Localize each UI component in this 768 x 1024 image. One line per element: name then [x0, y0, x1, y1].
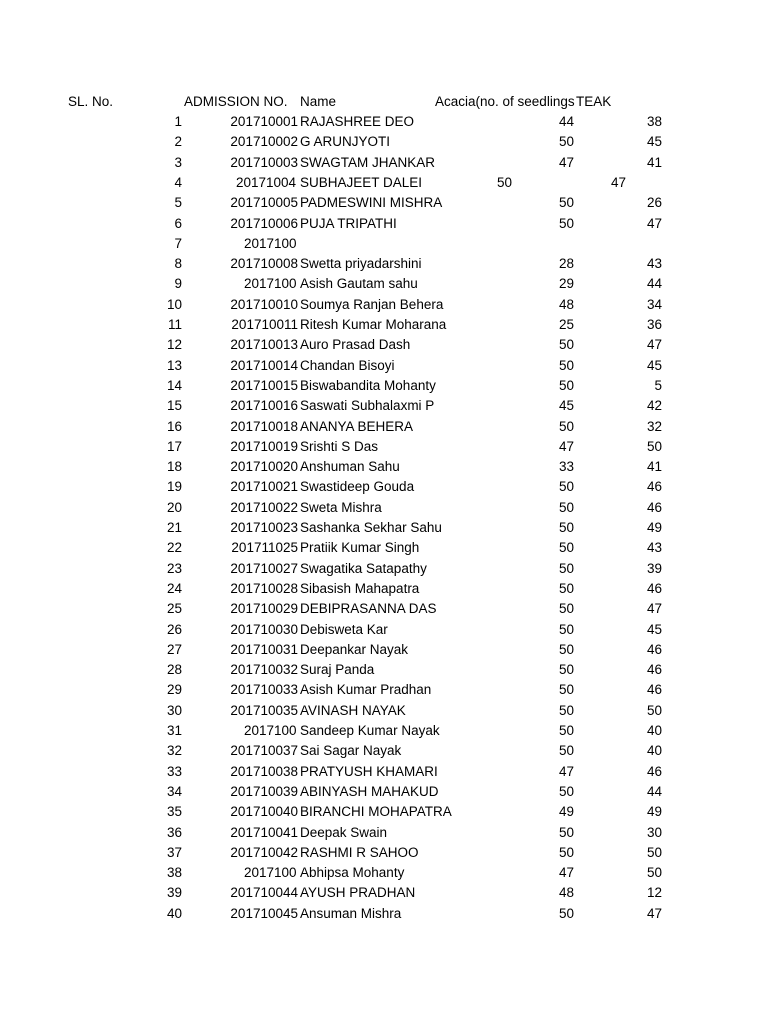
- cell-admission-no: 2017100: [244, 235, 297, 251]
- cell-teak: [608, 234, 662, 254]
- cell-admission-no: 201710032: [230, 662, 298, 678]
- cell-teak: 46: [646, 662, 662, 678]
- cell-name: Swagatika Satapathy: [300, 560, 427, 576]
- cell-admission-no: 201710021: [230, 479, 298, 495]
- cell-name: Deepak Swain: [300, 824, 388, 840]
- cell-name: Sai Sagar Nayak: [300, 743, 402, 759]
- cell-name: Asish Kumar Pradhan: [300, 682, 432, 698]
- cell-sl-no: 5: [174, 195, 182, 211]
- cell-acacia: 50: [558, 662, 574, 678]
- cell-name: Suraj Panda: [300, 662, 375, 678]
- cell-name: BIRANCHI MOHAPATRA: [300, 804, 452, 820]
- cell-acacia: 47: [558, 763, 574, 779]
- cell-acacia: 50: [558, 357, 574, 373]
- cell-acacia: 50: [558, 499, 574, 515]
- table-row: [0, 356, 768, 376]
- cell-acacia: 50: [558, 520, 574, 535]
- cell-acacia: 48: [558, 885, 574, 901]
- cell-sl-no: 30: [166, 702, 182, 718]
- cell-acacia: 47: [558, 438, 574, 454]
- cell-name: AYUSH PRADHAN: [300, 885, 416, 901]
- cell-name: SWAGTAM JHANKAR: [300, 154, 436, 170]
- cell-teak: 41: [646, 459, 662, 475]
- cell-acacia: 49: [558, 804, 574, 820]
- table-row: [0, 883, 768, 903]
- cell-acacia: 50: [558, 905, 574, 921]
- cell-admission-no: 201710006: [230, 215, 298, 231]
- cell-teak: 46: [646, 641, 662, 657]
- table-row: [0, 214, 768, 234]
- table-row: [0, 579, 768, 599]
- cell-teak: 47: [646, 215, 662, 231]
- table-row: [0, 782, 768, 802]
- table-row: [0, 315, 768, 335]
- cell-teak: 45: [646, 357, 662, 373]
- cell-teak: 50: [646, 844, 662, 860]
- cell-teak: 43: [646, 540, 662, 556]
- table-row: [0, 153, 768, 173]
- table-row: [0, 335, 768, 355]
- cell-name: Soumya Ranjan Behera: [300, 296, 444, 312]
- cell-sl-no: 31: [166, 723, 182, 738]
- cell-name: G ARUNJYOTI: [300, 134, 391, 150]
- cell-name: Swastideep Gouda: [300, 479, 415, 495]
- table-row: [0, 112, 768, 132]
- cell-acacia: 50: [558, 134, 574, 150]
- cell-admission-no: 201710040: [230, 804, 298, 820]
- cell-teak: 41: [646, 154, 662, 170]
- cell-admission-no: 201710023: [230, 520, 298, 535]
- cell-admission-no: 201710003: [230, 154, 298, 170]
- cell-name: Chandan Bisoyi: [300, 357, 395, 373]
- cell-sl-no: 10: [166, 296, 182, 312]
- cell-teak: 43: [646, 256, 662, 272]
- cell-sl-no: 20: [166, 499, 182, 515]
- cell-admission-no: 201710045: [230, 905, 298, 921]
- cell-acacia: 50: [558, 580, 574, 596]
- cell-sl-no: 17: [166, 438, 182, 454]
- cell-teak: 34: [646, 296, 662, 312]
- cell-name: ABINYASH MAHAKUD: [300, 783, 439, 799]
- table-row: [0, 680, 768, 700]
- cell-name: SUBHAJEET DALEI: [300, 174, 423, 190]
- cell-admission-no: 201710033: [230, 682, 298, 698]
- cell-acacia: 50: [558, 682, 574, 698]
- cell-acacia: 50: [558, 783, 574, 799]
- cell-sl-no: 28: [166, 662, 182, 678]
- table-row: [0, 660, 768, 680]
- cell-admission-no: 201710037: [230, 743, 298, 759]
- table-row: [0, 457, 768, 477]
- header-name: Name: [300, 94, 337, 109]
- table-row: [0, 193, 768, 213]
- cell-teak: 38: [646, 114, 662, 129]
- cell-acacia: 50: [558, 479, 574, 495]
- cell-admission-no: 201710044: [230, 885, 298, 901]
- cell-teak: 45: [646, 134, 662, 150]
- cell-teak: 30: [646, 824, 662, 840]
- cell-sl-no: 22: [166, 540, 182, 556]
- table-row: [0, 173, 768, 193]
- cell-name: DEBIPRASANNA DAS: [300, 601, 437, 617]
- table-row: [0, 274, 768, 294]
- cell-name: Sweta Mishra: [300, 499, 382, 515]
- table-row: [0, 762, 768, 782]
- cell-admission-no: 201710038: [230, 763, 298, 779]
- cell-acacia: 47: [558, 865, 574, 881]
- cell-admission-no: 201710002: [230, 134, 298, 150]
- cell-name: RAJASHREE DEO: [300, 114, 415, 129]
- cell-name: Biswabandita Mohanty: [300, 377, 436, 393]
- cell-admission-no: 2017100: [244, 723, 297, 738]
- cell-sl-no: 6: [174, 215, 182, 231]
- cell-acacia: 50: [558, 743, 574, 759]
- table-row: [0, 823, 768, 843]
- table-row: [0, 477, 768, 497]
- cell-acacia: 50: [558, 824, 574, 840]
- table-row: [0, 640, 768, 660]
- cell-sl-no: 40: [166, 905, 182, 921]
- cell-name: PUJA TRIPATHI: [300, 215, 397, 231]
- cell-sl-no: 23: [166, 560, 182, 576]
- cell-sl-no: 39: [166, 885, 182, 901]
- cell-admission-no: 201711025: [231, 540, 298, 556]
- cell-name: Ritesh Kumar Moharana: [300, 317, 447, 332]
- cell-admission-no: 201710042: [230, 844, 298, 860]
- cell-teak: 26: [646, 195, 662, 211]
- cell-acacia: 33: [558, 459, 574, 475]
- cell-sl-no: 27: [166, 641, 182, 657]
- cell-teak: 50: [646, 438, 662, 454]
- cell-teak: 50: [646, 702, 662, 718]
- cell-admission-no: 201710011: [231, 317, 298, 332]
- cell-teak: 47: [610, 174, 626, 190]
- cell-teak: 46: [646, 763, 662, 779]
- table-row: [0, 295, 768, 315]
- table-row: [0, 417, 768, 437]
- table-row: [0, 518, 768, 538]
- cell-admission-no: 201710008: [230, 256, 298, 272]
- cell-admission-no: 201710039: [230, 783, 298, 799]
- cell-acacia: 50: [558, 215, 574, 231]
- header-row: [0, 92, 768, 112]
- cell-teak: 46: [646, 479, 662, 495]
- table-row: [0, 538, 768, 558]
- cell-name: [300, 234, 436, 254]
- cell-name: Swetta priyadarshini: [300, 256, 422, 272]
- cell-admission-no: 201710029: [230, 601, 298, 617]
- cell-teak: 47: [646, 601, 662, 617]
- cell-teak: 39: [646, 560, 662, 576]
- table-row: [0, 234, 768, 254]
- cell-teak: 46: [646, 499, 662, 515]
- cell-acacia: [520, 234, 574, 254]
- cell-admission-no: 2017100: [244, 865, 297, 881]
- header-teak: TEAK: [576, 94, 612, 109]
- cell-admission-no: 201710035: [230, 702, 298, 718]
- table-row: [0, 863, 768, 883]
- cell-admission-no: 20171004: [236, 174, 297, 190]
- cell-sl-no: 3: [174, 154, 182, 170]
- cell-sl-no: 25: [166, 601, 182, 617]
- cell-teak: 12: [646, 885, 662, 901]
- table-row: [0, 559, 768, 579]
- cell-acacia: 50: [558, 601, 574, 617]
- cell-acacia: 50: [558, 540, 574, 556]
- header-admission-no: ADMISSION NO.: [184, 94, 288, 109]
- cell-sl-no: 14: [166, 377, 182, 393]
- cell-admission-no: 201710014: [230, 357, 298, 373]
- cell-acacia: 50: [558, 844, 574, 860]
- cell-admission-no: 201710031: [230, 641, 298, 657]
- cell-acacia: 44: [558, 114, 574, 129]
- cell-teak: 47: [646, 905, 662, 921]
- table-row: [0, 254, 768, 274]
- cell-acacia: 50: [558, 560, 574, 576]
- cell-acacia: 29: [558, 276, 574, 292]
- table-row: [0, 721, 768, 741]
- table-row: [0, 843, 768, 863]
- cell-sl-no: 2: [174, 134, 182, 150]
- cell-acacia: 50: [558, 195, 574, 211]
- cell-sl-no: 24: [166, 580, 182, 596]
- cell-teak: 50: [646, 865, 662, 881]
- cell-teak: 5: [654, 377, 662, 393]
- cell-acacia: 50: [558, 641, 574, 657]
- cell-teak: 32: [646, 418, 662, 434]
- cell-sl-no: 9: [174, 276, 182, 292]
- cell-admission-no: 201710016: [230, 398, 298, 414]
- table-row: [0, 376, 768, 396]
- cell-name: Pratiik Kumar Singh: [300, 540, 420, 556]
- cell-teak: 49: [646, 520, 662, 535]
- header-sl-no: SL. No.: [68, 94, 114, 109]
- cell-teak: 36: [646, 317, 662, 332]
- cell-sl-no: 7: [174, 235, 182, 251]
- cell-sl-no: 8: [174, 256, 182, 272]
- cell-name: Sandeep Kumar Nayak: [300, 723, 440, 738]
- cell-admission-no: 201710022: [230, 499, 298, 515]
- cell-sl-no: 26: [166, 621, 182, 637]
- cell-sl-no: 4: [174, 174, 182, 190]
- table-row: [0, 701, 768, 721]
- cell-sl-no: 1: [174, 114, 182, 129]
- cell-admission-no: 201710015: [230, 377, 298, 393]
- cell-teak: 49: [646, 804, 662, 820]
- table-row: [0, 437, 768, 457]
- cell-sl-no: 36: [166, 824, 182, 840]
- cell-acacia: 50: [558, 418, 574, 434]
- cell-sl-no: 19: [166, 479, 182, 495]
- cell-admission-no: 201710027: [230, 560, 298, 576]
- table-row: [0, 620, 768, 640]
- cell-admission-no: 201710030: [230, 621, 298, 637]
- cell-teak: 44: [646, 276, 662, 292]
- cell-name: RASHMI R SAHOO: [300, 844, 419, 860]
- cell-admission-no: 201710018: [230, 418, 298, 434]
- table-row: [0, 741, 768, 761]
- cell-sl-no: 12: [166, 337, 182, 353]
- table-row: [0, 498, 768, 518]
- cell-name: Sashanka Sekhar Sahu: [300, 520, 442, 535]
- table-row: [0, 599, 768, 619]
- cell-name: Debisweta Kar: [300, 621, 388, 637]
- cell-admission-no: 201710013: [230, 337, 298, 353]
- cell-acacia: 50: [558, 377, 574, 393]
- cell-name: PRATYUSH KHAMARI: [300, 763, 438, 779]
- cell-sl-no: 16: [166, 418, 182, 434]
- cell-name: AVINASH NAYAK: [300, 702, 406, 718]
- cell-name: Deepankar Nayak: [300, 641, 409, 657]
- cell-acacia: 50: [558, 723, 574, 738]
- cell-sl-no: 13: [166, 357, 182, 373]
- cell-acacia: 25: [558, 317, 574, 332]
- cell-sl-no: 11: [167, 317, 182, 332]
- table-row: [0, 396, 768, 416]
- cell-acacia: 28: [558, 256, 574, 272]
- cell-name: ANANYA BEHERA: [300, 418, 414, 434]
- cell-admission-no: 201710019: [230, 438, 298, 454]
- cell-name: Abhipsa Mohanty: [300, 865, 405, 881]
- cell-acacia: 50: [558, 702, 574, 718]
- cell-sl-no: 32: [166, 743, 182, 759]
- cell-sl-no: 21: [166, 520, 182, 535]
- cell-admission-no: 201710001: [230, 114, 298, 129]
- cell-sl-no: 37: [166, 844, 182, 860]
- cell-teak: 47: [646, 337, 662, 353]
- cell-sl-no: 15: [166, 398, 182, 414]
- cell-sl-no: 29: [166, 682, 182, 698]
- cell-sl-no: 18: [166, 459, 182, 475]
- cell-acacia: 50: [558, 337, 574, 353]
- cell-name: Sibasish Mahapatra: [300, 580, 420, 596]
- cell-admission-no: 201710028: [230, 580, 298, 596]
- cell-admission-no: 201710010: [230, 296, 298, 312]
- table-row: [0, 802, 768, 822]
- cell-teak: 46: [646, 580, 662, 596]
- cell-sl-no: 34: [166, 783, 182, 799]
- cell-admission-no: 201710005: [230, 195, 298, 211]
- cell-teak: 46: [646, 682, 662, 698]
- cell-admission-no: 201710041: [230, 824, 298, 840]
- cell-teak: 42: [646, 398, 662, 414]
- cell-admission-no: 201710020: [230, 459, 298, 475]
- table-row: [0, 132, 768, 152]
- cell-acacia: 48: [558, 296, 574, 312]
- cell-teak: 44: [646, 783, 662, 799]
- cell-name: Anshuman Sahu: [300, 459, 400, 475]
- cell-name: Ansuman Mishra: [300, 905, 402, 921]
- cell-acacia: 47: [558, 154, 574, 170]
- cell-sl-no: 35: [166, 804, 182, 820]
- cell-name: PADMESWINI MISHRA: [300, 195, 443, 211]
- cell-name: Srishti S Das: [300, 438, 379, 454]
- header-acacia: Acacia(no. of seedlings: [435, 94, 575, 109]
- table-row: [0, 904, 768, 924]
- cell-acacia: 50: [558, 621, 574, 637]
- cell-name: Asish Gautam sahu: [300, 276, 418, 292]
- cell-teak: 40: [646, 743, 662, 759]
- cell-sl-no: 38: [166, 865, 182, 881]
- cell-name: Saswati Subhalaxmi P: [300, 398, 435, 414]
- cell-acacia: 45: [558, 398, 574, 414]
- cell-name: Auro Prasad Dash: [300, 337, 411, 353]
- cell-acacia: 50: [496, 174, 512, 190]
- cell-admission-no: 2017100: [244, 276, 297, 292]
- cell-sl-no: 33: [166, 763, 182, 779]
- cell-teak: 45: [646, 621, 662, 637]
- cell-teak: 40: [646, 723, 662, 738]
